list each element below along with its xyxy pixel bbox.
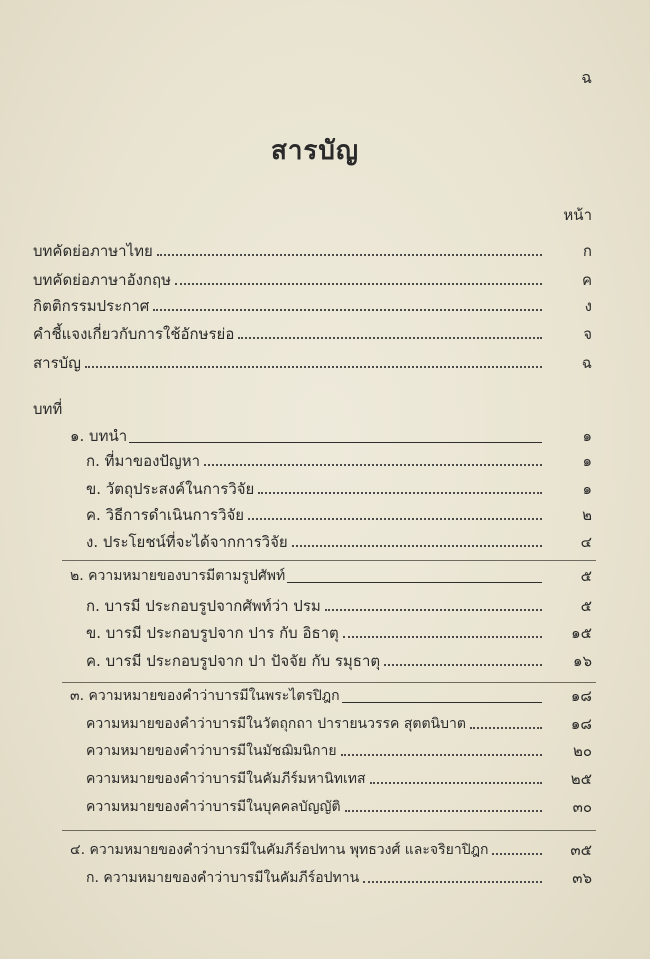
entry-label: บทคัดย่อภาษาไทย bbox=[33, 242, 153, 260]
dotted-leader bbox=[292, 545, 542, 547]
chapter-page: ๕ bbox=[580, 567, 592, 585]
section-label: ง. ประโยชน์ที่จะได้จากการวิจัย bbox=[86, 533, 288, 551]
dotted-leader bbox=[363, 881, 542, 883]
dotted-leader bbox=[248, 518, 542, 520]
page-title: สารบัญ bbox=[270, 136, 360, 166]
section-label: ข. บารมี ประกอบรูปจาก ปาร กับ อิธาตุ bbox=[86, 624, 339, 642]
entry-label: สารบัญ bbox=[33, 354, 81, 372]
dotted-leader bbox=[492, 853, 542, 855]
line-leader bbox=[342, 702, 542, 703]
section-entry bbox=[86, 595, 592, 617]
section-entry bbox=[86, 504, 592, 526]
toc-entry bbox=[33, 295, 592, 317]
section-entry bbox=[86, 867, 592, 889]
entry-page: ค bbox=[581, 271, 592, 289]
entry-page: ฉ bbox=[581, 354, 592, 372]
dotted-leader bbox=[343, 636, 542, 638]
chapter-label: ๒. ความหมายของบารมีตามรูปศัพท์ bbox=[70, 568, 286, 584]
dotted-leader bbox=[370, 782, 542, 784]
dotted-leader bbox=[325, 609, 542, 611]
chapter-label: ๔. ความหมายของคำว่าบารมีในคัมภีร์อปทาน พุทธวงศ์ และจริยาปิฎก bbox=[70, 842, 489, 858]
line-leader bbox=[129, 442, 542, 443]
section-label: ความหมายของคำว่าบารมีในบุคคลบัญญัติ bbox=[86, 799, 341, 815]
chapter-page: ๑๘ bbox=[570, 687, 592, 705]
section-label: ค. บารมี ประกอบรูปจาก ปา ปัจจัย กับ รมุธาตุ bbox=[86, 652, 381, 670]
section-entry bbox=[86, 713, 592, 735]
chapter-entry bbox=[70, 839, 592, 861]
chapter-label: ๑. บทนำ bbox=[70, 427, 128, 445]
chapter-label: ๓. ความหมายของคำว่าบารมีในพระไตรปิฎก bbox=[70, 688, 340, 704]
page-number: ฉ bbox=[581, 68, 592, 87]
section-page: ๑๘ bbox=[570, 715, 592, 733]
section-page: ๔ bbox=[580, 533, 592, 551]
section-entry bbox=[86, 531, 592, 553]
dotted-leader bbox=[85, 366, 542, 368]
section-page: ๓๐ bbox=[572, 798, 592, 816]
separator-line bbox=[62, 682, 596, 683]
chapter-entry bbox=[70, 685, 592, 707]
section-entry bbox=[86, 478, 592, 500]
section-label: ก. บารมี ประกอบรูปจากศัพท์ว่า ปรม bbox=[86, 597, 321, 615]
chapter-page: ๑ bbox=[582, 427, 592, 445]
section-label: ก. ที่มาของปัญหา bbox=[86, 452, 201, 470]
entry-label: กิตติกรรมประกาศ bbox=[33, 297, 150, 315]
entry-page: ก bbox=[582, 242, 592, 260]
dotted-leader bbox=[175, 283, 542, 285]
entry-label: คำชี้แจงเกี่ยวกับการใช้อักษรย่อ bbox=[33, 325, 235, 343]
entry-page: ง bbox=[584, 297, 592, 315]
dotted-leader bbox=[157, 254, 542, 256]
section-page: ๓๖ bbox=[572, 869, 592, 887]
toc-entry bbox=[33, 269, 592, 291]
section-page: ๒๐ bbox=[572, 742, 592, 760]
section-page: ๕ bbox=[580, 597, 592, 615]
section-label: ความหมายของคำว่าบารมีในคัมภีร์มหานิทเทส bbox=[86, 771, 366, 787]
page-column-header: หน้า bbox=[563, 206, 592, 224]
section-entry bbox=[86, 622, 592, 644]
dotted-leader bbox=[470, 727, 542, 729]
dotted-leader bbox=[341, 754, 542, 756]
chapters-heading: บทที่ bbox=[33, 400, 63, 418]
section-page: ๑๕ bbox=[571, 624, 592, 642]
section-page: ๒๕ bbox=[570, 770, 592, 788]
section-label: ข. วัตถุประสงค์ในการวิจัย bbox=[86, 480, 255, 498]
entry-page: จ bbox=[583, 325, 592, 343]
toc-entry bbox=[33, 323, 592, 345]
dotted-leader bbox=[204, 464, 542, 466]
section-label: ความหมายของคำว่าบารมีในมัชฌิมนิกาย bbox=[86, 743, 337, 759]
section-label: ค. วิธีการดำเนินการวิจัย bbox=[86, 506, 245, 524]
chapter-page: ๓๕ bbox=[570, 841, 592, 859]
chapter-entry bbox=[70, 425, 592, 447]
section-entry bbox=[86, 450, 592, 472]
section-entry bbox=[86, 650, 592, 672]
chapter-entry bbox=[70, 565, 592, 587]
toc-entry bbox=[33, 240, 592, 262]
separator-line bbox=[62, 830, 596, 831]
section-label: ก. ความหมายของคำว่าบารมีในคัมภีร์อปทาน bbox=[86, 870, 360, 886]
line-leader bbox=[287, 582, 542, 583]
dotted-leader bbox=[345, 810, 542, 812]
section-entry bbox=[86, 740, 592, 762]
toc-entry bbox=[33, 352, 592, 374]
section-label: ความหมายของคำว่าบารมีในวัตถุกถา ปารายนวรรค สุตตนิบาต bbox=[86, 716, 466, 732]
dotted-leader bbox=[238, 337, 542, 339]
dotted-leader bbox=[384, 664, 542, 666]
section-page: ๑ bbox=[582, 452, 592, 470]
section-entry bbox=[86, 768, 592, 790]
section-page: ๑ bbox=[582, 480, 592, 498]
dotted-leader bbox=[258, 492, 542, 494]
separator-line bbox=[62, 560, 596, 561]
dotted-leader bbox=[153, 309, 542, 311]
section-entry bbox=[86, 796, 592, 818]
section-page: ๑๖ bbox=[572, 652, 592, 670]
section-page: ๒ bbox=[582, 506, 592, 524]
entry-label: บทคัดย่อภาษาอังกฤษ bbox=[33, 271, 171, 289]
